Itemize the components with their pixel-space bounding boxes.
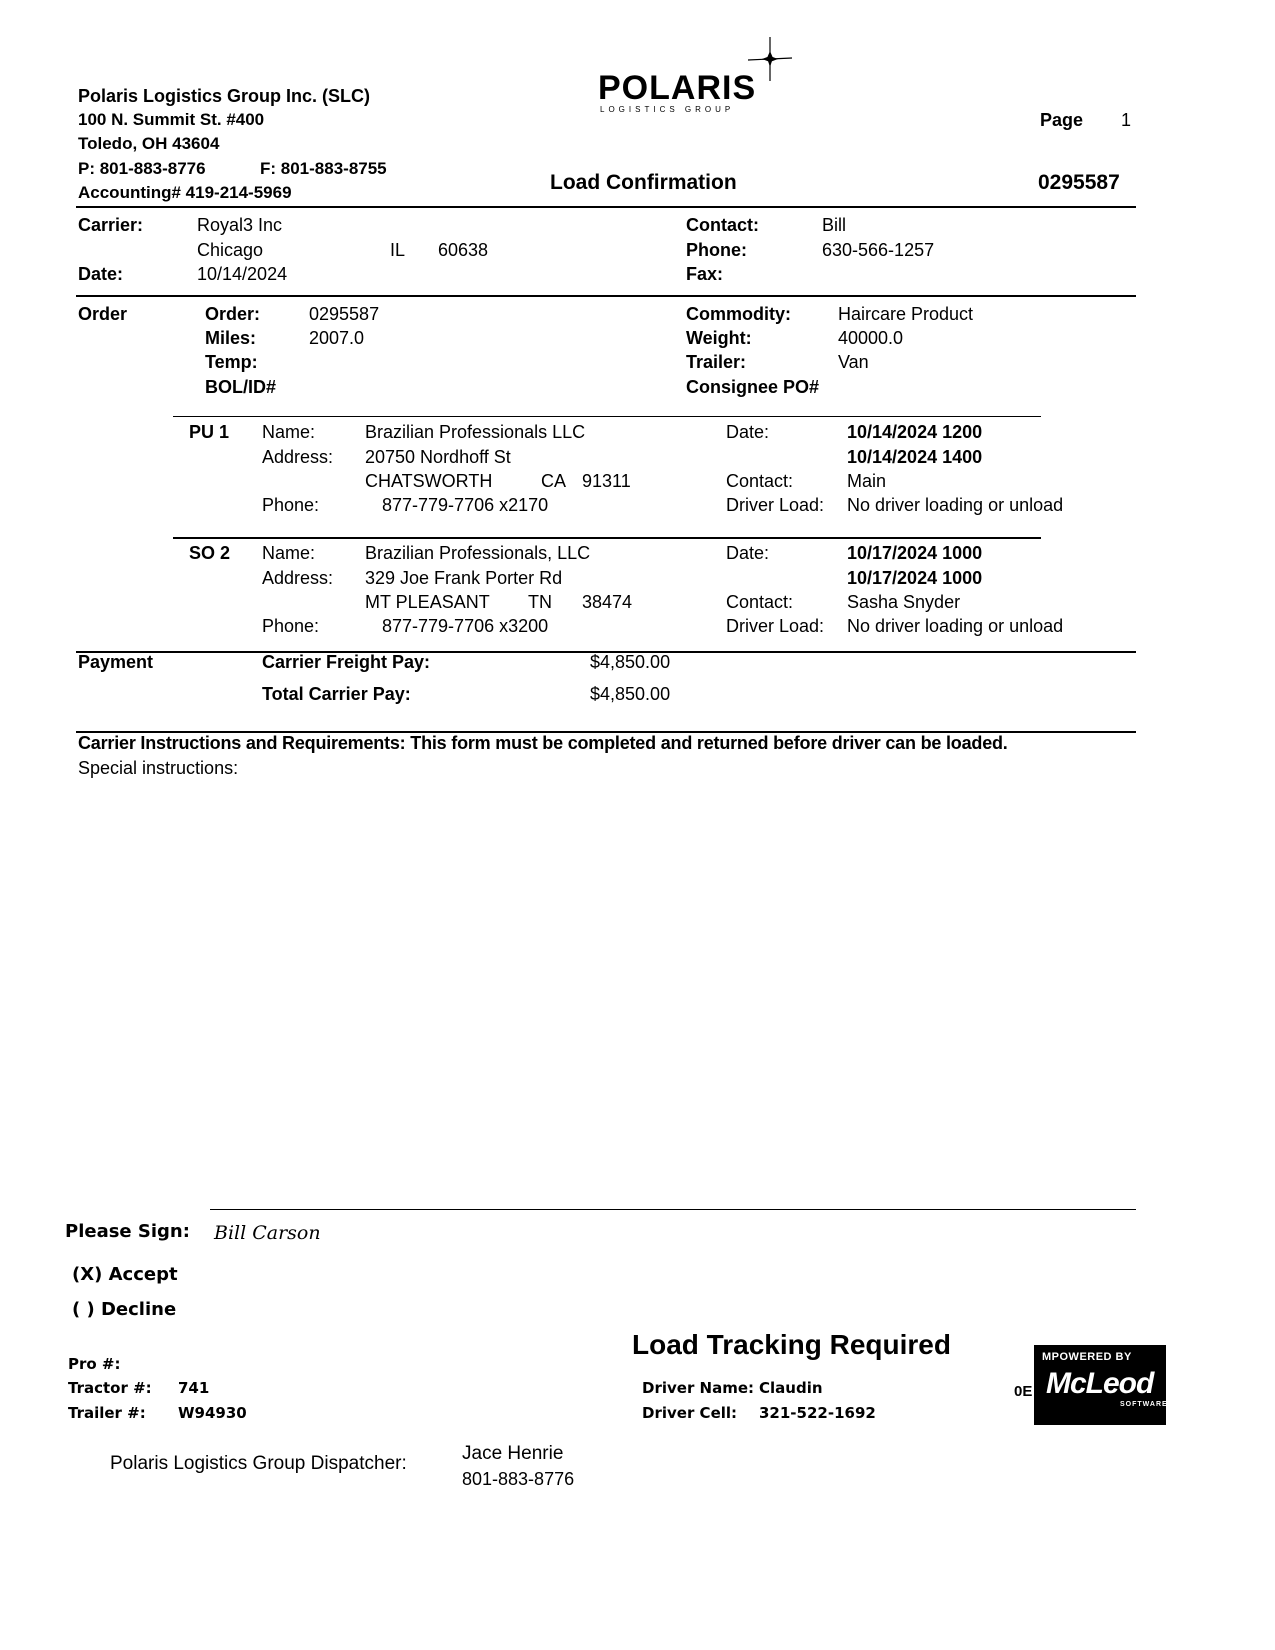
pro-number-label: Pro #: [68, 1355, 121, 1373]
order-commodity-label: Commodity: [686, 304, 791, 324]
signature-value[interactable]: Bill Carson [214, 1222, 321, 1244]
order-miles-label: Miles: [205, 328, 257, 348]
stop-city: MT PLEASANT [365, 592, 490, 612]
tractor-number: 741 [178, 1379, 210, 1397]
stop-street: 329 Joe Frank Porter Rd [365, 568, 563, 588]
mcleod-badge [1034, 1345, 1166, 1425]
stop-contact-label: Contact: [726, 592, 794, 612]
stop-phone-label: Phone: [262, 495, 320, 515]
stop-date-label: Date: [726, 422, 770, 442]
stop-phone-label: Phone: [262, 616, 320, 636]
stop-tag: PU 1 [189, 422, 230, 442]
load-tracking-heading: Load Tracking Required [632, 1329, 951, 1360]
stop-tag: SO 2 [189, 543, 231, 563]
stop-date-end: 10/17/2024 1000 [847, 568, 983, 588]
carrier-phone-label: Phone: [686, 240, 747, 260]
badge-sub: SOFTWARE [1120, 1401, 1168, 1408]
company-name: Polaris Logistics Group Inc. (SLC) [78, 86, 371, 106]
company-accounting: Accounting# 419-214-5969 [78, 183, 292, 202]
order-section-label: Order [78, 304, 128, 324]
logo-name: POLARIS [598, 69, 757, 107]
carrier-date: 10/14/2024 [197, 264, 288, 284]
stop2-divider [173, 537, 1041, 539]
stop-driver-load: No driver loading or unload [847, 616, 1064, 636]
order-bol-label: BOL/ID# [205, 377, 277, 397]
dispatcher-phone: 801-883-8776 [462, 1469, 575, 1489]
north-star-icon [746, 37, 794, 85]
trailer-number: W94930 [178, 1404, 247, 1422]
company-address-line2: Toledo, OH 43604 [78, 134, 220, 153]
order-weight: 40000.0 [838, 328, 904, 348]
stop-state: TN [528, 592, 552, 612]
stop-state: CA [541, 471, 567, 491]
carrier-date-label: Date: [78, 264, 124, 284]
accept-option[interactable]: (X) Accept [72, 1264, 178, 1285]
carrier-label: Carrier: [78, 215, 144, 235]
decline-option[interactable]: ( ) Decline [72, 1299, 177, 1320]
order-trailer: Van [838, 352, 869, 372]
badge-powered: MPOWERED BY [1042, 1351, 1132, 1363]
order-temp-label: Temp: [205, 352, 258, 372]
polaris-logo [598, 70, 756, 114]
document-number: 0295587 [1038, 171, 1120, 194]
order-consignee-po-label: Consignee PO# [686, 377, 820, 397]
driver-cell-label: Driver Cell: [642, 1404, 738, 1422]
page-number: 1 [1121, 110, 1132, 130]
order-trailer-label: Trailer: [686, 352, 747, 372]
stop-driver-load-label: Driver Load: [726, 616, 825, 636]
header-divider [76, 206, 1136, 208]
stop-contact-label: Contact: [726, 471, 794, 491]
stop-zip: 91311 [582, 471, 631, 491]
stop-name: Brazilian Professionals, LLC [365, 543, 591, 563]
stop-name-label: Name: [262, 422, 316, 442]
order-miles: 2007.0 [309, 328, 365, 348]
order-commodity: Haircare Product [838, 304, 974, 324]
carrier-fax-label: Fax: [686, 264, 724, 284]
stop-city: CHATSWORTH [365, 471, 493, 491]
stop-zip: 38474 [582, 592, 633, 612]
page-label: Page [1040, 110, 1084, 130]
please-sign-label: Please Sign: [65, 1221, 190, 1242]
stop-contact: Main [847, 471, 887, 491]
company-address-line1: 100 N. Summit St. #400 [78, 110, 265, 129]
carrier-zip: 60638 [438, 240, 489, 260]
company-fax: F: 801-883-8755 [260, 159, 387, 178]
stop-street: 20750 Nordhoff St [365, 447, 511, 467]
carrier-divider [76, 295, 1136, 297]
stop-date-label: Date: [726, 543, 770, 563]
stop-name-label: Name: [262, 543, 316, 563]
stop-contact: Sasha Snyder [847, 592, 961, 612]
badge-side-text: 0E [1014, 1383, 1033, 1400]
tractor-number-label: Tractor #: [68, 1379, 152, 1397]
stop-phone: 877-779-7706 x2170 [382, 495, 549, 515]
order-weight-label: Weight: [686, 328, 752, 348]
carrier-freight-pay: $4,850.00 [590, 652, 671, 672]
driver-name-label: Driver Name: [642, 1379, 755, 1397]
document-title: Load Confirmation [550, 171, 737, 194]
stop1-divider [173, 416, 1041, 417]
stop-driver-load-label: Driver Load: [726, 495, 825, 515]
total-carrier-pay-label: Total Carrier Pay: [262, 684, 411, 704]
badge-brand: McLeod [1046, 1367, 1154, 1400]
stop-driver-load: No driver loading or unload [847, 495, 1064, 515]
stop-date-start: 10/14/2024 1200 [847, 422, 983, 442]
carrier-state: IL [390, 240, 406, 260]
carrier-contact-label: Contact: [686, 215, 759, 235]
trailer-number-label: Trailer #: [68, 1404, 146, 1422]
payment-section-label: Payment [78, 652, 154, 672]
driver-name: Claudin [759, 1379, 823, 1397]
dispatcher-label: Polaris Logistics Group Dispatcher: [110, 1453, 407, 1474]
carrier-phone: 630-566-1257 [822, 240, 935, 260]
stop-address-label: Address: [262, 447, 334, 467]
stop-phone: 877-779-7706 x3200 [382, 616, 549, 636]
order-number-label: Order: [205, 304, 261, 324]
order-number: 0295587 [309, 304, 380, 324]
logo-tagline: LOGISTICS GROUP [600, 105, 735, 114]
total-carrier-pay: $4,850.00 [590, 684, 671, 704]
dispatcher-name: Jace Henrie [462, 1443, 564, 1464]
carrier-name: Royal3 Inc [197, 215, 283, 235]
stop-date-start: 10/17/2024 1000 [847, 543, 983, 563]
stop-address-label: Address: [262, 568, 334, 588]
carrier-freight-pay-label: Carrier Freight Pay: [262, 652, 431, 672]
special-instructions-label: Special instructions: [78, 758, 239, 778]
driver-cell: 321-522-1692 [759, 1404, 876, 1422]
signature-divider [210, 1209, 1136, 1210]
stop-name: Brazilian Professionals LLC [365, 422, 586, 442]
company-phone: P: 801-883-8776 [78, 159, 206, 178]
instructions-heading: Carrier Instructions and Requirements: This form must be completed and returned before driver can be loaded. [78, 733, 1008, 753]
stop-date-end: 10/14/2024 1400 [847, 447, 983, 467]
carrier-city: Chicago [197, 240, 264, 260]
carrier-contact: Bill [822, 215, 847, 235]
